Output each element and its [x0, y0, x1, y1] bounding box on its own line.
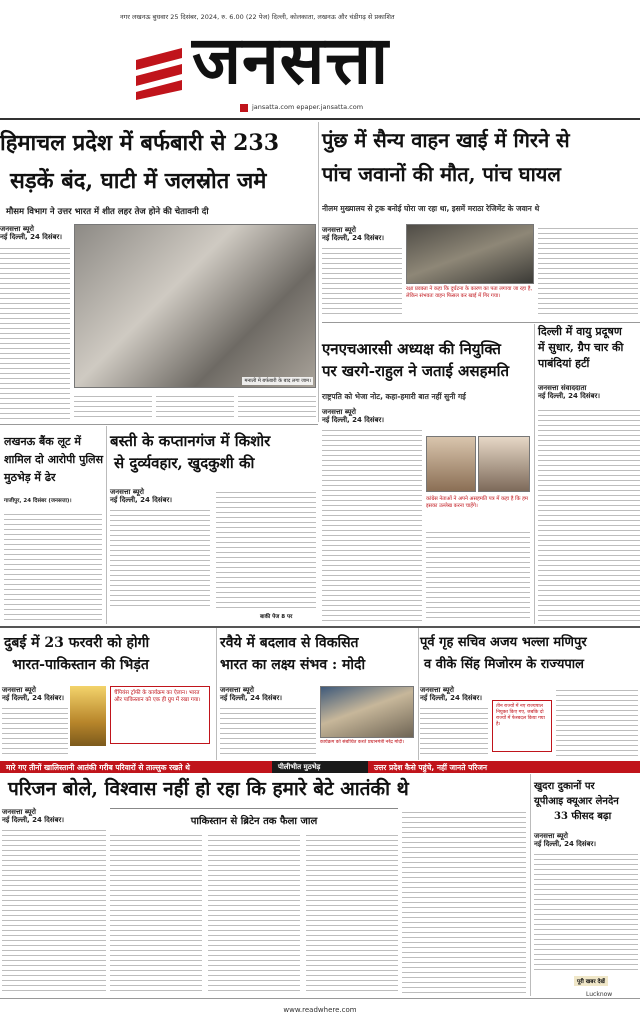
- divider-poonch: [322, 322, 640, 323]
- sidebar-head[interactable]: पाकिस्तान से ब्रिटेन तक फैला जाल: [190, 816, 318, 827]
- story-bank-loot: [0, 426, 104, 624]
- headline-nhrc-l2[interactable]: पर खरगे-राहुल ने जताई असहमति: [322, 362, 510, 380]
- body-basti-col2: [216, 488, 316, 610]
- headline-pilibhit[interactable]: परिजन बोले, विश्वास नहीं हो रहा कि हमारे बेटे आतंकी थे: [8, 778, 409, 800]
- headline-modi-l2[interactable]: भारत का लक्ष्य संभव : मोदी: [220, 657, 366, 673]
- web-address[interactable]: jansatta.com epaper.jansatta.com: [252, 103, 364, 111]
- headline-delhi-l2[interactable]: में सुधार, ग्रैप चार की: [538, 341, 624, 354]
- headline-modi-l1[interactable]: रवैये में बदलाव से विकसित: [220, 635, 359, 651]
- story-nhrc: [322, 324, 532, 624]
- ticker-tag: पीलीभीत मुठभेड़: [272, 761, 368, 773]
- continued-upi[interactable]: पूरी खबर देखें: [574, 976, 608, 986]
- body-basti-col1: [110, 506, 210, 610]
- body-bank: [4, 510, 102, 622]
- body-himachal-col1: [0, 244, 70, 420]
- divider-bank-basti: [106, 426, 107, 624]
- subhead-himachal: मौसम विभाग ने उत्तर भारत में शीत लहर तेज होने की चेतावनी दी: [6, 207, 209, 217]
- story-dubai-cricket: [0, 628, 214, 760]
- headline-upi-l1[interactable]: खुदरा दुकानों पर: [534, 781, 595, 792]
- headline-delhi-l1[interactable]: दिल्ली में वायु प्रदूषण: [538, 325, 622, 338]
- body-himachal-col3: [156, 392, 234, 420]
- footer-rule: [0, 998, 640, 999]
- ticker-right[interactable]: उत्तर प्रदेश कैसे पहुंचे, नहीं जानते परिजन: [368, 761, 640, 773]
- headline-himachal-l1[interactable]: हिमाचल प्रदेश में बर्फबारी से 233: [0, 130, 280, 156]
- headline-himachal-l2[interactable]: सड़कें बंद, घाटी में जलस्रोत जमे: [10, 168, 267, 194]
- byline-pilibhit: जनसत्ता ब्यूरो नई दिल्ली, 24 दिसंबर।: [2, 808, 65, 825]
- body-pilibhit-col1: [2, 826, 106, 994]
- body-governors-col2: [556, 686, 638, 758]
- body-pilibhit-col4: [402, 808, 526, 994]
- byline-bank: गाजीपुर, 24 दिसंबर (जनसत्ता)।: [4, 498, 72, 504]
- continued-basti[interactable]: बाकी पेज 8 पर: [260, 614, 293, 620]
- headline-dubai-l2[interactable]: भारत-पाकिस्तान की भिड़ंत: [12, 657, 149, 673]
- byline-governors: जनसत्ता ब्यूरो नई दिल्ली, 24 दिसंबर।: [420, 686, 483, 703]
- headline-bank-l2[interactable]: शामिल दो आरोपी पुलिस: [4, 453, 104, 466]
- caption-manali: मनाली में बर्फबारी के बाद लगा जाम।: [244, 378, 311, 384]
- photo-modi-event: [320, 686, 414, 738]
- body-himachal-col4: [238, 392, 316, 420]
- body-delhi: [538, 406, 640, 622]
- masthead: [0, 0, 640, 118]
- masthead-rule: [0, 118, 640, 120]
- headline-delhi-l3[interactable]: पाबंदियां हटीं: [538, 357, 590, 370]
- photo-army-vehicle: [406, 224, 534, 284]
- sidebar-body-col3: [306, 831, 398, 993]
- byline-dubai: जनसत्ता ब्यूरो नई दिल्ली, 24 दिसंबर।: [2, 686, 65, 703]
- byline-poonch: जनसत्ता ब्यूरो नई दिल्ली, 24 दिसंबर।: [322, 226, 385, 243]
- divider-top-center: [318, 122, 319, 422]
- headline-basti-l2[interactable]: से दुर्व्यवहार, खुदकुशी की: [114, 454, 255, 472]
- headline-poonch-l2[interactable]: पांच जवानों की मौत, पांच घायल: [322, 162, 561, 186]
- body-upi: [534, 850, 638, 972]
- body-nhrc-col1: [322, 426, 422, 622]
- story-modi: [220, 628, 416, 760]
- box-champions-trophy: चैंपियंस ट्रॉफी के कार्यक्रम का ऐलान। भारत और पाकिस्तान को एक ही ग्रुप में रखा गया।: [110, 686, 210, 744]
- body-himachal-col2: [74, 392, 152, 420]
- photo-rahul: [478, 436, 530, 492]
- story-delhi-pollution: [538, 324, 640, 624]
- footer-edition: Lucknow: [586, 991, 613, 998]
- divider-pilibhit-upi: [530, 774, 531, 996]
- byline-himachal: जनसत्ता ब्यूरो नई दिल्ली, 24 दिसंबर।: [0, 225, 63, 242]
- headline-upi-l2[interactable]: यूपीआइ क्यूआर लेनदेन: [534, 796, 619, 807]
- byline-modi: जनसत्ता ब्यूरो नई दिल्ली, 24 दिसंबर।: [220, 686, 283, 703]
- body-nhrc-col2: [426, 528, 530, 622]
- story-basti: [110, 426, 318, 624]
- headline-basti-l1[interactable]: बस्ती के कप्तानगंज में किशोर: [110, 432, 271, 450]
- headline-bank-l3[interactable]: मुठभेड़ में ढेर: [4, 471, 56, 484]
- note-poonch: रक्षा प्रवक्ता ने कहा कि दुर्घटना के कारण का पता लगाया जा रहा है, लेकिन संभवतः वाहन फिसल कर खाई में गिर गया।: [406, 286, 533, 299]
- box-governors: तीन राज्यों में नए राज्यपाल नियुक्त किए गए, जबकि दो राज्यों में फेरबदल किया गया है।: [492, 700, 552, 752]
- headline-nhrc-l1[interactable]: एनएचआरसी अध्यक्ष की नियुक्ति: [322, 340, 501, 358]
- body-dubai: [2, 704, 68, 758]
- body-poonch-col3: [538, 224, 638, 318]
- photo-trophy: [70, 686, 106, 746]
- brand-name: जनसत्ता: [192, 22, 389, 99]
- dateline: नगर लखनऊ बुधवार 25 दिसंबर, 2024, रु. 6.00 (22 पेज) दिल्ली, कोलकाता, लखनऊ और चंडीगढ़ से प्रकाशित: [120, 13, 395, 21]
- caption-modi: कार्यक्रम को संबोधित करते प्रधानमंत्री नरेंद्र मोदी।: [320, 740, 405, 745]
- headline-poonch-l1[interactable]: पुंछ में सैन्य वाहन खाई में गिरने से: [322, 128, 570, 152]
- byline-nhrc: जनसत्ता ब्यूरो नई दिल्ली, 24 दिसंबर।: [322, 408, 385, 425]
- divider-nhrc-delhi: [534, 324, 535, 624]
- headline-bank-l1[interactable]: लखनऊ बैंक लूट में: [4, 435, 81, 448]
- headline-governors-l1[interactable]: पूर्व गृह सचिव अजय भल्ला मणिपुर: [420, 635, 587, 650]
- divider-himachal: [0, 424, 318, 425]
- body-governors-col1: [420, 704, 488, 758]
- brand-logo-mark: [130, 42, 190, 102]
- story-poonch: [322, 122, 640, 320]
- ticker-left[interactable]: मारे गए तीनों खालिस्तानी आतंकी गरीब परिवारों से ताल्लुक रखते थे: [0, 761, 272, 773]
- body-modi: [220, 704, 316, 758]
- photo-kharge: [426, 436, 476, 492]
- subhead-nhrc: राष्ट्रपति को भेजा नोट, कहा-हमारी बात नहीं सुनी गई: [322, 392, 466, 401]
- sidebar-body-col2: [208, 831, 300, 993]
- divider-modi-bhalla: [418, 628, 419, 760]
- byline-upi: जनसत्ता ब्यूरो नई दिल्ली, 24 दिसंबर।: [534, 832, 597, 849]
- story-pilibhit: [0, 774, 528, 996]
- divider-dubai-modi: [216, 628, 217, 760]
- sidebar-body-col1: [110, 831, 202, 993]
- quote-nhrc: कांग्रेस नेताओं ने अपने असहमति पत्र में कहा है कि हम इसका उल्लेख करना चाहेंगे।: [426, 496, 528, 509]
- story-governors: [420, 628, 640, 760]
- subhead-poonch: नीलम मुख्यालय से ट्रक बनोई घोरा जा रहा था, इसमें मराठा रेजिमेंट के जवान थे: [322, 204, 540, 213]
- photo-manali-traffic: [74, 224, 316, 388]
- headline-dubai-l1[interactable]: दुबई में 23 फरवरी को होगी: [4, 635, 150, 651]
- byline-basti: जनसत्ता ब्यूरो नई दिल्ली, 24 दिसंबर।: [110, 488, 173, 505]
- body-poonch-col1: [322, 244, 402, 318]
- byline-delhi: जनसत्ता संवाददाता नई दिल्ली, 24 दिसंबर।: [538, 384, 601, 401]
- headline-governors-l2[interactable]: व वीके सिंह मिजोरम के राज्यपाल: [424, 657, 584, 672]
- web-logo-icon: [240, 104, 248, 112]
- story-himachal: [0, 122, 316, 422]
- headline-upi-l3[interactable]: 33 फीसद बढ़ा: [554, 811, 612, 822]
- sidebar-pakistan-uk: [110, 808, 398, 994]
- story-upi: [534, 774, 640, 996]
- footer-url[interactable]: www.readwhere.com: [283, 1006, 357, 1014]
